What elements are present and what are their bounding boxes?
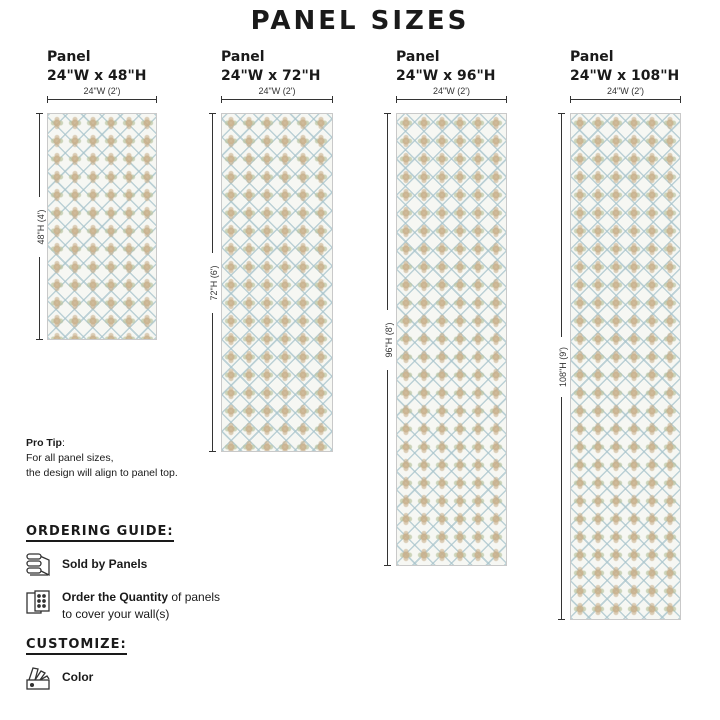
panel-3-word: Panel [396, 49, 440, 65]
order-quantity-line-2: to cover your wall(s) [62, 607, 170, 621]
panel-3-height-dimension [381, 113, 395, 566]
panel-4-height-dimension [555, 113, 569, 620]
panel-2-width-dimension [221, 86, 333, 104]
panel-4-preview [570, 113, 681, 620]
panel-rolls-icon [24, 551, 52, 579]
panel-4-size: 24"W x 108"H [570, 68, 680, 84]
pro-tip-heading: Pro Tip [26, 437, 62, 449]
panel-4-word: Panel [570, 49, 614, 65]
panel-2-height-dimension [206, 113, 220, 452]
panel-4-width-dimension [570, 86, 681, 104]
sold-by-panels-text: Sold by Panels [62, 557, 148, 571]
order-quantity-row [24, 589, 220, 623]
panel-1-height-dimension [33, 113, 47, 340]
customize-color-row [24, 664, 93, 692]
panel-4-label [570, 48, 679, 86]
panel-3-preview [396, 113, 507, 566]
ordering-guide-heading: ORDERING GUIDE: [26, 524, 174, 542]
panel-2-size: 24"W x 72"H [221, 68, 321, 84]
panel-4-width-label: 24"W (2') [607, 86, 644, 96]
wall-quantity-icon [24, 589, 52, 617]
page-title: PANEL SIZES [250, 6, 470, 36]
panel-2-width-label: 24"W (2') [258, 86, 296, 96]
panel-1-size: 24"W x 48"H [47, 68, 147, 84]
panel-2-label [221, 48, 321, 86]
panel-1-width-dimension [47, 86, 157, 104]
panel-4-height-label: 108"H (9') [558, 337, 568, 397]
pro-tip-line-1: For all panel sizes, [26, 452, 114, 464]
customize-heading: CUSTOMIZE: [26, 637, 127, 655]
panel-3-size: 24"W x 96"H [396, 68, 496, 84]
pro-tip-line-2: the design will align to panel top. [26, 467, 178, 479]
pro-tip [26, 436, 178, 481]
panel-2-preview [221, 113, 333, 452]
panel-3-width-label: 24"W (2') [433, 86, 470, 96]
panel-1-word: Panel [47, 49, 91, 65]
panel-1-preview [47, 113, 157, 340]
pro-tip-colon: : [61, 437, 65, 449]
color-palette-icon [24, 664, 52, 692]
sold-by-panels-row [24, 551, 147, 579]
panel-3-label [396, 48, 496, 86]
panel-2-word: Panel [221, 49, 265, 65]
panel-2-height-label: 72"H (6') [209, 253, 219, 313]
panel-3-width-dimension [396, 86, 507, 104]
panel-3-height-label: 96"H (8') [384, 310, 394, 370]
customize-color-text: Color [62, 670, 94, 684]
panel-1-label [47, 48, 147, 86]
panel-1-height-label: 48"H (4') [36, 197, 46, 257]
order-quantity-bold-text: Order the Quantity [62, 590, 169, 604]
order-quantity-rest-text: of panels [168, 590, 221, 604]
panel-1-width-label: 24"W (2') [83, 86, 121, 96]
